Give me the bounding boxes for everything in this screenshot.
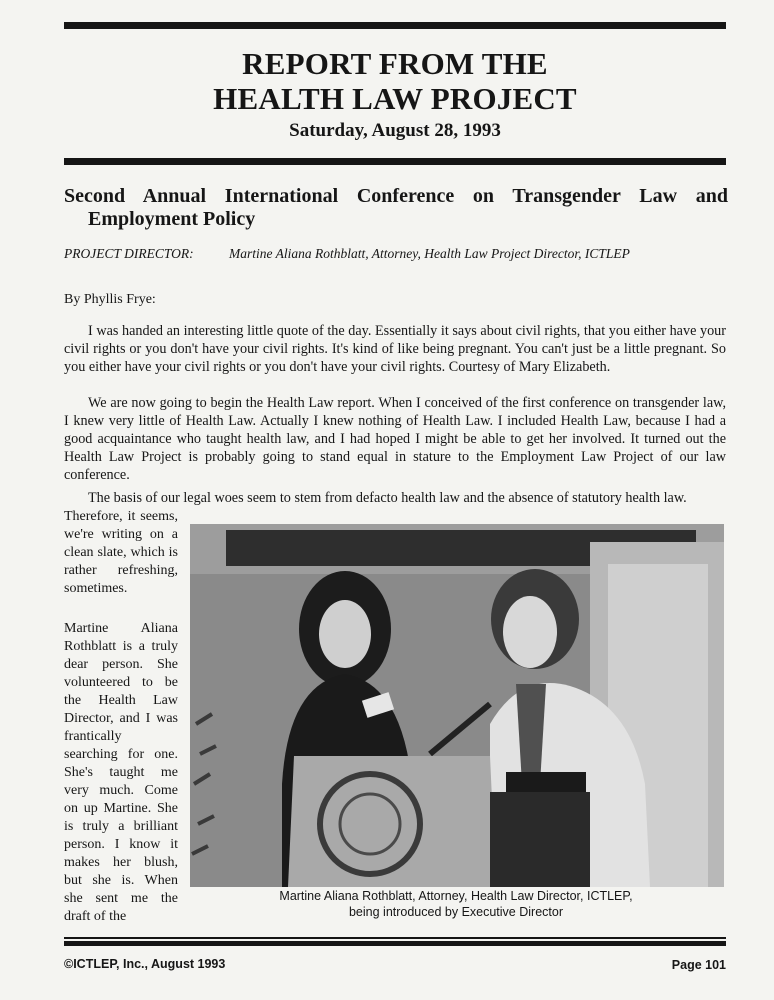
masthead [64, 46, 726, 143]
masthead-date: Saturday, August 28, 1993 [289, 120, 501, 141]
photo-caption-line-1: Martine Aliana Rothblatt, Attorney, Health Law Director, ICTLEP, [279, 889, 633, 903]
side-column-paragraph-2: Martine Aliana Rothblatt is a truly dear person. She volunteered to be the Health Law Director, and I was frantically searching for one. She's taught me very much. Come on up Martine. She is truly a brilliant person. I know it makes her blush, but she is. When she sent me the draft of the [64, 621, 178, 924]
paragraph-3: The basis of our legal woes seem to stem from defacto health law and the absence of statutory health law. [88, 490, 687, 506]
masthead-title-line-1: REPORT FROM THE [242, 46, 548, 81]
footer-rule-thick [64, 941, 726, 946]
byline: By Phyllis Frye: [64, 292, 156, 307]
article-title: Second Annual International Conference on Transgender Law and Employment Policy [64, 185, 728, 230]
conference-photo [190, 524, 724, 887]
director-name: Martine Aliana Rothblatt, Attorney, Health Law Project Director, ICTLEP [229, 246, 630, 261]
right-speaker-face [503, 596, 557, 668]
footer-copyright: ©ICTLEP, Inc., August 1993 [64, 957, 226, 971]
table-edge [490, 792, 590, 887]
paragraph-2: We are now going to begin the Health Law report. When I conceived of the first conference on transgender law, I knew very little of Health Law. Actually I knew nothing of Health Law. I included Health Law, because I had a good acquaintance who taught health law, and I had hoped I might be able to get her involved. It turned out the Health Law Project is probably going to stand equal in stature to the Employment Law Project of our law conference. [64, 395, 726, 483]
paragraph-1: I was handed an interesting little quote of the day. Essentially it says about civil rights, that you either have your civil rights or you don't have your civil rights. It's kind of like being pregnant. You can't just be a little pregnant. So you either have your civil rights or you don't have your civil rights. Courtesy of Mary Elizabeth. [64, 323, 726, 375]
photo-caption-line-2: being introduced by Executive Director [348, 905, 563, 919]
photo-caption [256, 888, 656, 920]
left-speaker-face [319, 600, 371, 668]
page-number: Page 101 [671, 958, 726, 972]
footer-rule-thin [64, 937, 726, 939]
photo-illustration [190, 524, 724, 887]
side-column-paragraph-1: Therefore, it seems, we're writing on a clean slate, which is rather refreshing, sometimes. [64, 509, 178, 596]
top-rule [64, 22, 726, 29]
project-director-line [64, 246, 726, 262]
director-role-label: PROJECT DIRECTOR: [64, 246, 194, 261]
masthead-title-line-2: HEALTH LAW PROJECT [213, 81, 577, 116]
masthead-divider [64, 158, 726, 165]
